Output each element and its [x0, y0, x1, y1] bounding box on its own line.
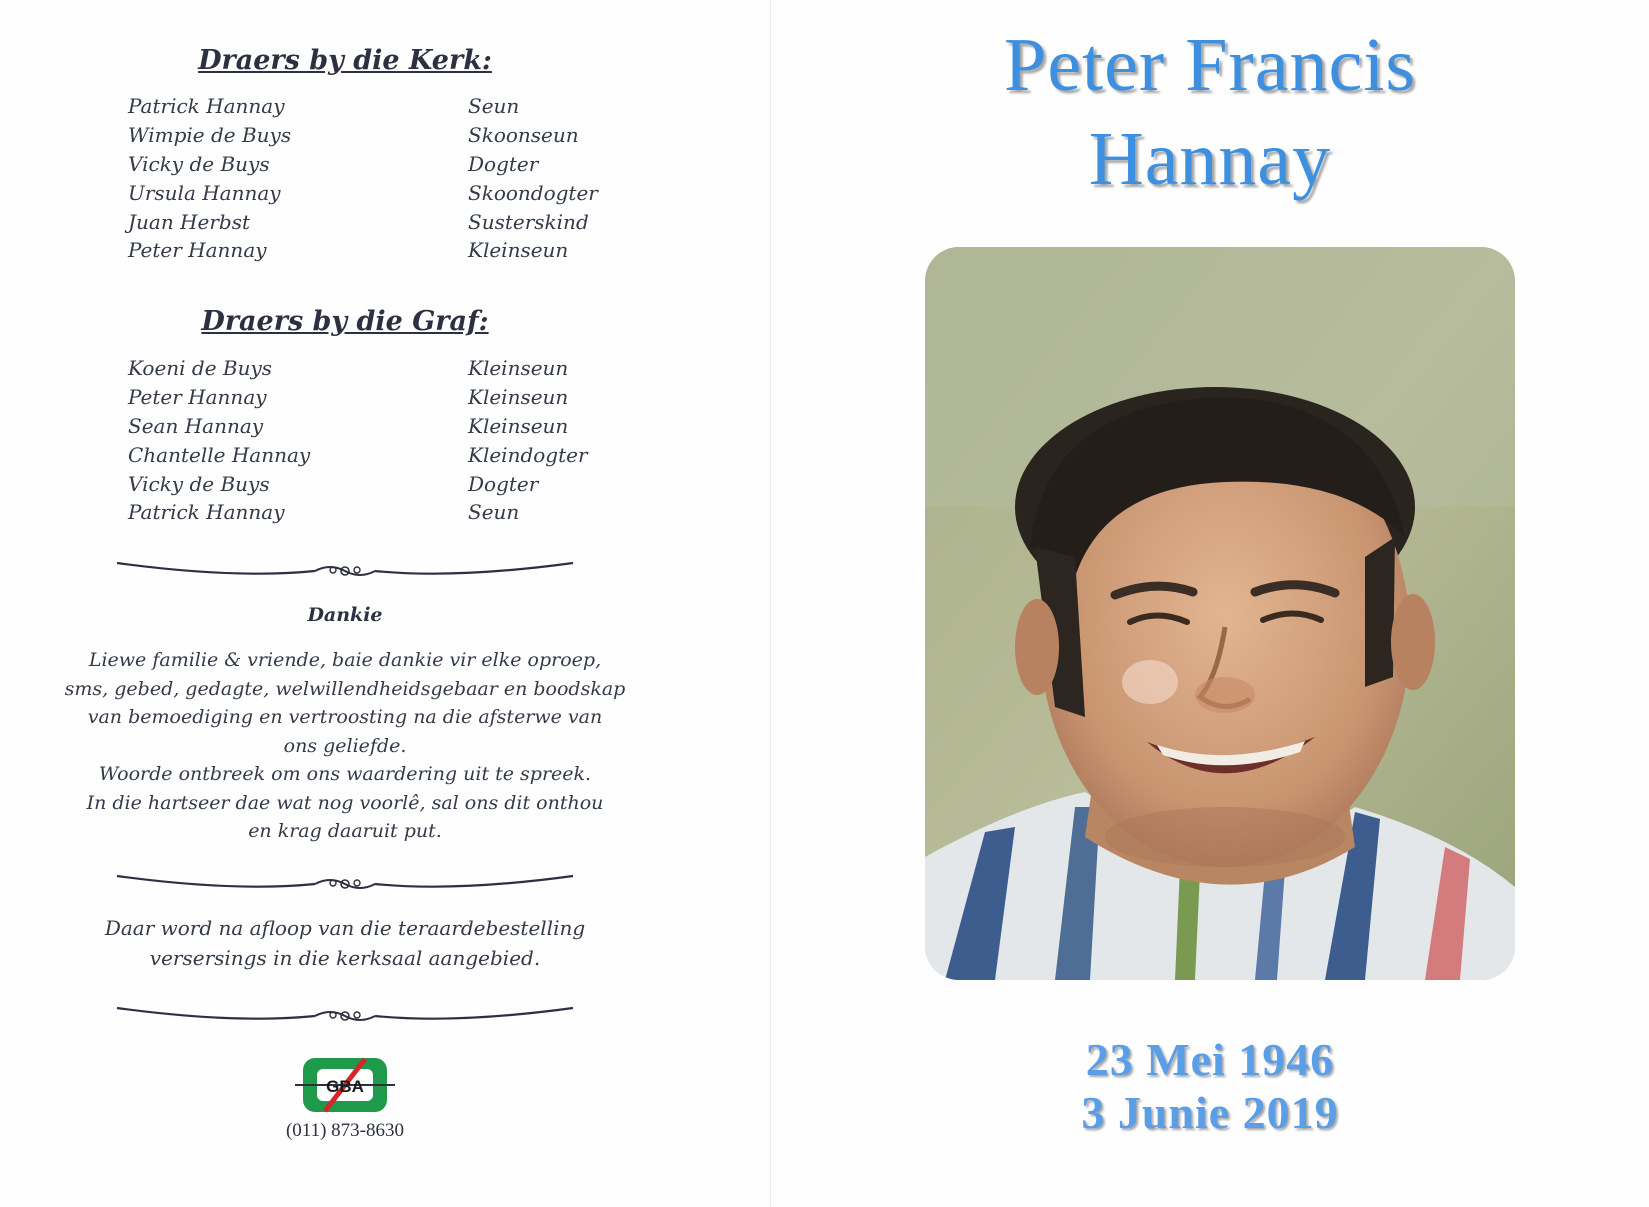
- refreshments-line: versersings in die kerksaal aangebied.: [149, 946, 541, 970]
- list-item: [128, 121, 688, 150]
- funeral-home-logo: [295, 1055, 395, 1115]
- church-bearers-list: [128, 92, 688, 265]
- thanks-line: Liewe familie & vriende, baie dankie vir elke oproep,: [88, 649, 602, 671]
- death-date: 3 Junie 2019: [1081, 1087, 1339, 1138]
- thanks-line: In die hartseer dae wat nog voorlê, sal ons dit onthou: [86, 791, 604, 814]
- bearer-name: Juan Herbst: [128, 209, 251, 234]
- list-item: [128, 150, 688, 179]
- bearer-relation: Dogter: [468, 151, 539, 176]
- bearer-relation: Kleinseun: [468, 385, 569, 410]
- thanks-title: Dankie: [307, 604, 383, 626]
- logo-text: GBA: [326, 1077, 364, 1096]
- bearer-relation: Kleinseun: [468, 356, 569, 381]
- bearer-relation: Kleinseun: [468, 413, 569, 438]
- grave-bearers-list: [128, 354, 688, 527]
- bearer-name: Patrick Hannay: [128, 94, 285, 119]
- phone-number: (011) 873-8630: [285, 1120, 405, 1141]
- list-item: [128, 236, 688, 265]
- thanks-line: sms, gebed, gedagte, welwillendheidsgebaar en boodskap: [64, 677, 626, 700]
- bearer-name: Peter Hannay: [128, 385, 267, 410]
- church-bearers-heading: Draers by die Kerk:: [198, 45, 492, 76]
- bearer-name: Vicky de Buys: [128, 151, 270, 176]
- refreshments-text: [60, 913, 630, 973]
- bearer-relation: Seun: [468, 94, 520, 119]
- list-item: [128, 412, 688, 441]
- bearer-relation: Dogter: [468, 471, 539, 496]
- thanks-line: Woorde ontbreek om ons waardering uit te spreek.: [98, 763, 592, 785]
- list-item: [128, 469, 688, 498]
- bearer-relation: Skoonseun: [468, 123, 579, 148]
- bearer-name: Ursula Hannay: [128, 180, 281, 205]
- birth-date: 23 Mei 1946: [1085, 1034, 1335, 1085]
- list-item: [128, 354, 688, 383]
- grave-bearers-heading: Draers by die Graf:: [201, 306, 489, 337]
- bearer-relation: Kleindogter: [468, 442, 588, 467]
- deceased-name-first: Peter Francis: [1004, 23, 1416, 107]
- bearer-relation: Seun: [468, 500, 520, 525]
- deceased-name-last: Hannay: [1088, 117, 1332, 201]
- thanks-line: van bemoediging en vertroosting na die afsterwe van: [87, 706, 603, 728]
- bearer-relation: Skoondogter: [468, 180, 598, 205]
- bearer-name: Sean Hannay: [128, 413, 264, 438]
- refreshments-line: Daar word na afloop van die teraardebestelling: [104, 916, 586, 940]
- bearer-relation: Kleinseun: [468, 238, 569, 263]
- bearer-name: Koeni de Buys: [128, 356, 273, 381]
- bearer-name: Peter Hannay: [128, 238, 267, 263]
- flourish-divider: [115, 866, 575, 896]
- bearer-name: Vicky de Buys: [128, 471, 270, 496]
- list-item: [128, 178, 688, 207]
- flourish-divider: [115, 553, 575, 583]
- bearer-relation: Susterskind: [468, 209, 589, 234]
- flourish-divider: [115, 998, 575, 1028]
- thanks-text: [60, 646, 630, 846]
- bearer-name: Wimpie de Buys: [128, 123, 292, 148]
- list-item: [128, 383, 688, 412]
- bearer-name: Chantelle Hannay: [128, 442, 311, 467]
- left-page: [0, 0, 770, 1207]
- portrait-photo: [925, 247, 1515, 980]
- bearer-name: Patrick Hannay: [128, 500, 285, 525]
- list-item: [128, 207, 688, 236]
- list-item: [128, 92, 688, 121]
- list-item: [128, 440, 688, 469]
- list-item: [128, 498, 688, 527]
- thanks-line: en krag daaruit put.: [248, 820, 442, 842]
- thanks-line: ons geliefde.: [283, 734, 407, 757]
